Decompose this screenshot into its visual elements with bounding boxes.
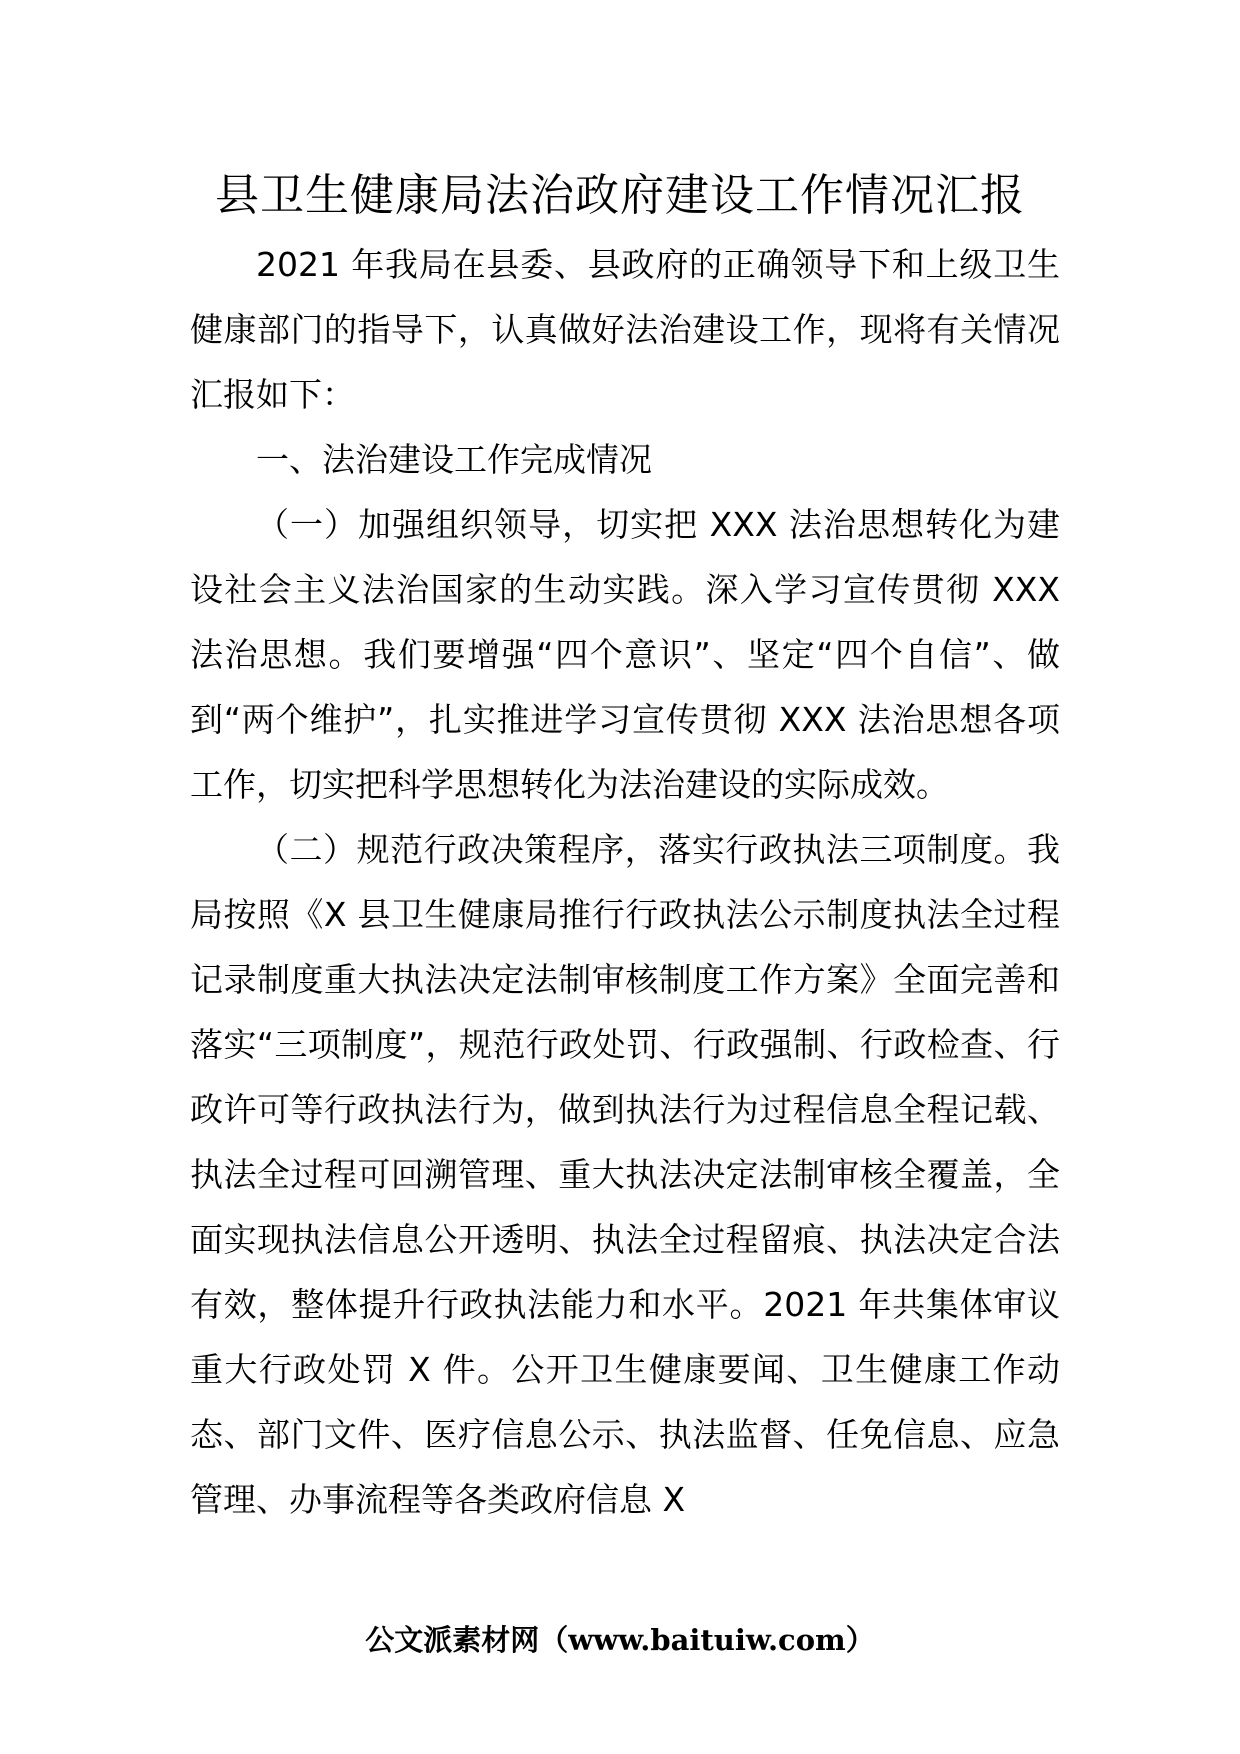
document-body: [190, 232, 1060, 1532]
footer-watermark: 公文派素材网（www.baituiw.com）: [365, 1623, 875, 1657]
section-heading: 一、法治建设工作完成情况: [256, 440, 652, 479]
paragraph-procedures: （二）规范行政决策程序，落实行政执法三项制度。我局按照《X 县卫生健康局推行行政执法公示制度执法全过程记录制度重大执法决定法制审核制度工作方案》全面完善和落实“三项制度”，规范行政处罚、行政强制、行政检查、行政许可等行政执法行为，做到执法行为过程信息全程记载、执法全过程可回溯管理、重大执法决定法制审核全覆盖，全面实现执法信息公开透明、执法全过程留痕、执法决定合法有效，整体提升行政执法能力和水平。2021 年共集体审议重大行政处罚 X 件。公开卫生健康要闻、卫生健康工作动态、部门文件、医疗信息公示、执法监督、任免信息、应急管理、办事流程等各类政府信息 X: [190, 830, 1060, 1519]
paragraph-organization: （一）加强组织领导，切实把 XXX 法治思想转化为建设社会主义法治国家的生动实践。深入学习宣传贯彻 XXX 法治思想。我们要增强“四个意识”、坚定“四个自信”、做到“两个维护”，扎实推进学习宣传贯彻 XXX 法治思想各项工作，切实把科学思想转化为法治建设的实际成效。: [190, 505, 1060, 804]
paragraph-intro: 2021 年我局在县委、县政府的正确领导下和上级卫生健康部门的指导下，认真做好法治建设工作，现将有关情况汇报如下：: [190, 245, 1060, 414]
document-title: 县卫生健康局法治政府建设工作情况汇报: [215, 170, 1025, 221]
